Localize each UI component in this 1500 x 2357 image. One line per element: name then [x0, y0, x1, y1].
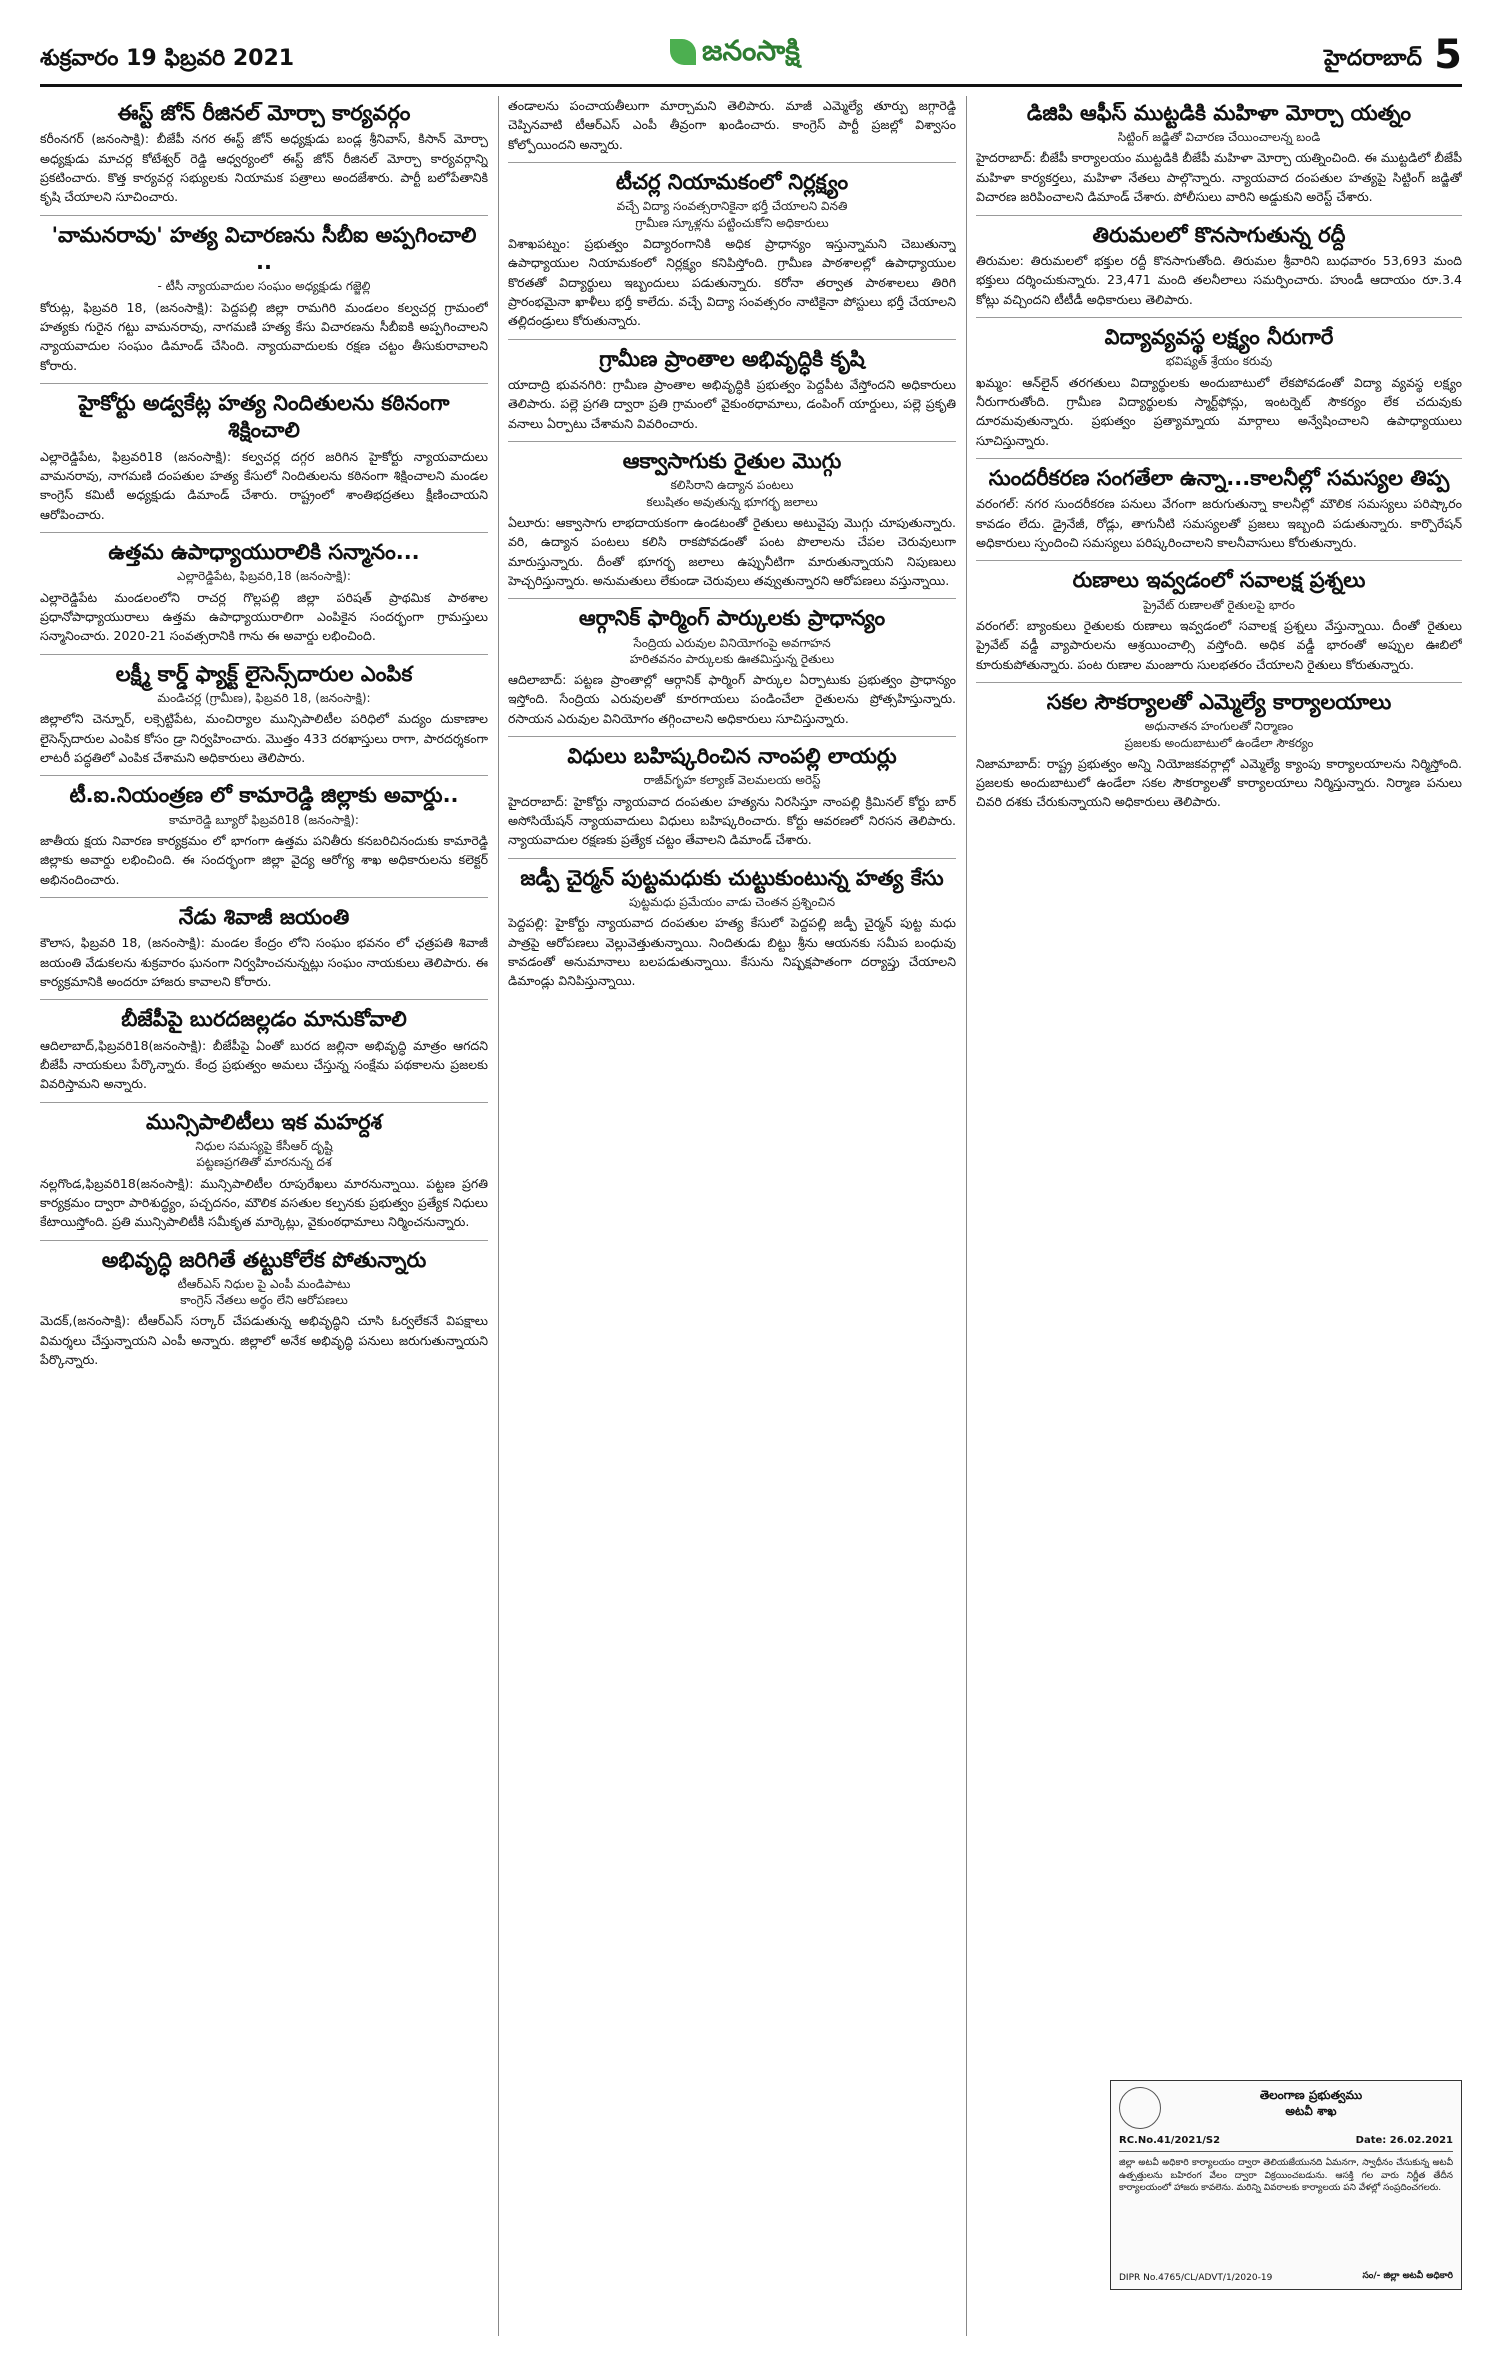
story-body: వరంగల్: నగర సుందరీకరణ పనులు వేగంగా జరుగుతున్నా కాలనీల్లో మౌలిక సమస్యలు పరిష్కారం కావడం లేదు. డ్రైనేజీ, రోడ్లు, తాగునీటి సమస్యలతో ప్రజలు ఇబ్బంది పడుతున్నారు. కార్పొరేషన్ అధికారులు స్పందించి సమస్యలు పరిష్కరించాలని కాలనీవాసులు కోరుతున్నారు. — [976, 496, 1462, 551]
story-headline: విధులు బహిష్కరించిన నాంపల్లి లాయర్లు — [567, 744, 897, 769]
government-notice — [1110, 2080, 1462, 2290]
story-separator — [40, 532, 488, 533]
news-story — [40, 539, 488, 646]
story-subhead: ప్రైవేట్ రుణాలతో రైతులపై భారం — [1143, 597, 1295, 612]
story-subhead: కలిసిరాని ఉద్యాన పంటలు కలుషితం అవుతున్న భూగర్భ జలాలు — [646, 478, 818, 509]
story-subhead: సిట్టింగ్ జడ్జితో విచారణ చేయించాలన్న బండి — [1117, 130, 1321, 145]
story-headline: రుణాలు ఇవ్వడంలో సవాలక్ష ప్రశ్నలు — [1072, 568, 1366, 593]
news-story — [508, 865, 956, 991]
story-headline: బీజేపీపై బురదజల్లడం మానుకోవాలి — [121, 1007, 407, 1032]
column-left — [40, 96, 488, 2061]
story-body: వరంగల్: బ్యాంకులు రైతులకు రుణాలు ఇవ్వడంలో సవాలక్ష ప్రశ్నలు వేస్తున్నాయి. దీంతో రైతులు ప్రైవేట్ వడ్డీ వ్యాపారులను ఆశ్రయించాల్సి వస్తోంది. అధిక వడ్డీ భారంతో అప్పుల ఊబిలో కూరుకుపోతున్నారు. పంట రుణాల మంజూరు సులభతరం చేయాలని రైతులు కోరుతున్నారు. — [976, 617, 1462, 672]
story-body: ఆదిలాబాద్,ఫిబ్రవరి18(జనంసాక్షి): బీజేపీపై ఏంతో బురద జల్లినా అభివృద్ధి మాత్రం ఆగదని బీజేపీ నాయకులు పేర్కొన్నారు. కేంద్ర ప్రభుత్వం అమలు చేస్తున్న సంక్షేమ పథకాలను ప్రజలకు వివరిస్తామని అన్నారు. — [40, 1037, 488, 1092]
header-rule — [40, 84, 1462, 87]
story-separator — [40, 215, 488, 216]
story-headline: మున్సిపాలిటీలు ఇక మహర్దశ — [145, 1109, 383, 1134]
story-separator — [40, 999, 488, 1000]
story-body: ఎల్లారెడ్డిపేట, ఫిబ్రవరి18 (జనంసాక్షి): కల్వచర్ల దగ్గర జరిగిన హైకోర్టు న్యాయవాదులు వామనరావు, నాగమణి దంపతుల హత్య కేసులో నిందితులను కఠినంగా శిక్షించాలని మండల కాంగ్రెస్ కమిటీ అధ్యక్షుడు డిమాండ్ చేశారు. రాష్ట్రంలో శాంతిభద్రతలు క్షీణించాయని ఆరోపించారు. — [40, 448, 488, 522]
story-subhead: - టీసీ న్యాయవాదుల సంఘం అధ్యక్షుడు గజ్జెల్లి — [157, 279, 371, 294]
news-story — [40, 1247, 488, 1370]
story-headline: ఆర్గానిక్ ఫార్మింగ్ పార్కులకు ప్రాధాన్యం — [578, 606, 886, 631]
story-headline: నేడు శివాజీ జయంతి — [178, 905, 350, 929]
news-story — [40, 1109, 488, 1232]
story-headline: తిరుమలలో కొనసాగుతున్న రద్దీ — [1092, 222, 1346, 247]
story-subhead: మండిచర్ల (గ్రామీణ), ఫిబ్రవరి 18, (జనంసాక్షి): — [157, 691, 371, 706]
story-separator — [508, 736, 956, 737]
news-story — [40, 661, 488, 768]
newspaper-logo — [670, 34, 800, 74]
story-headline: జడ్పీ చైర్మన్ పుట్టమధుకు చుట్టుకుంటున్న హత్య కేసు — [520, 865, 944, 890]
column-divider — [498, 96, 499, 2336]
news-story — [40, 390, 488, 524]
story-body: విశాఖపట్నం: ప్రభుత్వం విద్యారంగానికి అధిక ప్రాధాన్యం ఇస్తున్నామని చెబుతున్నా ఉపాధ్యాయుల నియామకంలో నిర్లక్ష్యం కనిపిస్తోంది. గ్రామీణ పాఠశాలల్లో ఉపాధ్యాయుల కొరతతో విద్యార్థులు ఇబ్బందులు పడుతున్నారు. కరోనా తర్వాత పాఠశాలలు తిరిగి ప్రారంభమైనా ఖాళీలు భర్తీ కాలేదు. వచ్చే విద్యా సంవత్సరం నాటికైనా పోస్టులు భర్తీ చేయాలని తల్లిదండ్రులు కోరుతున్నారు. — [508, 235, 956, 329]
story-headline: హైకోర్టు అడ్వకేట్ల హత్య నిందితులను కఠినంగా శిక్షించాలి — [78, 391, 450, 443]
story-separator — [508, 598, 956, 599]
story-subhead: టీఆర్ఎస్ నిధుల పై ఎంపీ మండిపాటు కాంగ్రెస్ నేతలు అర్థం లేని ఆరోపణలు — [177, 1276, 351, 1308]
story-body: జాతీయ క్షయ నివారణ కార్యక్రమం లో భాగంగా ఉత్తమ పనితీరు కనబరిచినందుకు కామారెడ్డి జిల్లాకు అవార్డు లభించింది. ఈ సందర్భంగా జిల్లా వైద్య ఆరోగ్య శాఖ అధికారులను కలెక్టర్ అభినందించారు. — [40, 832, 488, 887]
story-subhead: పుట్టమధు ప్రమేయం వాడు చెంతన ప్రశ్నించిన — [628, 894, 836, 909]
news-story — [508, 743, 956, 850]
story-separator — [976, 215, 1462, 216]
story-body: హైదరాబాద్: హైకోర్టు న్యాయవాద దంపతుల హత్యను నిరసిస్తూ నాంపల్లి క్రిమినల్ కోర్టు బార్ అసోసియేషన్ న్యాయవాదులు విధులు బహిష్కరించారు. కోర్టు ఆవరణలో నిరసన తెలిపారు. న్యాయవాదుల రక్షణకు ప్రత్యేక చట్టం తేవాలని డిమాండ్ చేశారు. — [508, 793, 956, 848]
story-headline: సకల సౌకర్యాలతో ఎమ్మెల్యే కార్యాలయాలు — [1046, 690, 1392, 715]
story-subhead: భవిష్యత్ శ్రేయం కరువు — [1165, 354, 1273, 369]
story-body: యాదాద్రి భువనగిరి: గ్రామీణ ప్రాంతాల అభివృద్ధికి ప్రభుత్వం పెద్దపీట వేస్తోందని అధికారులు తెలిపారు. పల్లె ప్రగతి ద్వారా ప్రతి గ్రామంలో వైకుంఠధామాలు, డంపింగ్ యార్డులు, పల్లె ప్రకృతి వనాలు ఏర్పాటు చేశామని వివరించారు. — [508, 376, 956, 431]
logo-text: జనంసాక్షి — [702, 34, 800, 67]
news-story — [508, 346, 956, 433]
column-right — [976, 96, 1462, 2011]
news-story — [40, 904, 488, 991]
column-divider — [966, 96, 967, 2336]
story-separator — [976, 317, 1462, 318]
news-story — [976, 222, 1462, 309]
notice-body: జిల్లా అటవీ అధికారి కార్యాలయం ద్వారా తెలియజేయునది ఏమనగా, స్వాధీనం చేసుకున్న అటవీ ఉత్పత్తులను బహిరంగ వేలం ద్వారా విక్రయించబడును. ఆసక్తి గల వారు నిర్ణీత తేదీన కార్యాలయంలో హాజరు కావలెను. మరిన్ని వివరాలకు కార్యాలయ పని వేళల్లో సంప్రదించగలరు. — [1119, 2158, 1453, 2194]
news-story — [40, 100, 488, 207]
column-middle — [508, 96, 956, 2336]
story-body: ఖమ్మం: ఆన్‌లైన్ తరగతులు విద్యార్థులకు అందుబాటులో లేకపోవడంతో విద్యా వ్యవస్థ లక్ష్యం నీరుగారుతోంది. గ్రామీణ విద్యార్థులకు స్మార్ట్‌ఫోన్లు, ఇంటర్నెట్ సౌకర్యం లేక చదువుకు దూరమవుతున్నారు. ప్రభుత్వం ప్రత్యామ్నాయ మార్గాలు అన్వేషించాలని ఉపాధ్యాయులు సూచిస్తున్నారు. — [976, 374, 1462, 448]
story-separator — [40, 897, 488, 898]
story-separator — [508, 162, 956, 163]
story-body: మెదక్,(జనంసాక్షి): టీఆర్ఎస్ సర్కార్ చేపడుతున్న అభివృద్ధిని చూసి ఓర్వలేకనే విపక్షాలు విమర్శలు చేస్తున్నాయని ఎంపీ అన్నారు. జిల్లాలో అనేక అభివృద్ధి పనులు జరుగుతున్నాయని పేర్కొన్నారు. — [40, 1313, 488, 1368]
story-body: జిల్లాలోని చెన్నూర్, లక్సెట్టిపేట, మంచిర్యాల మున్సిపాలిటీల పరిధిలో మద్యం దుకాణాల లైసెన్స్‌దారుల ఎంపిక కోసం డ్రా నిర్వహించారు. మొత్తం 433 దరఖాస్తులు రాగా, పారదర్శకంగా లాటరీ పద్ధతిలో ఎంపిక చేశామని అధికారులు తెలిపారు. — [40, 711, 488, 766]
edition-city: హైదరాబాద్ — [1324, 46, 1422, 71]
notice-divider — [1119, 2151, 1453, 2152]
story-separator — [40, 383, 488, 384]
story-headline: గ్రామీణ ప్రాంతాల అభివృద్ధికి కృషి — [599, 346, 865, 371]
news-story — [40, 782, 488, 889]
story-headline: ఆక్వాసాగుకు రైతుల మొగ్గు — [622, 449, 842, 474]
story-body: కోరుట్ల, ఫిబ్రవరి 18, (జనంసాక్షి): పెద్దపల్లి జిల్లా రామగిరి మండలం కల్వచర్ల గ్రామంలో హత్యకు గురైన గట్టు వామనరావు, నాగమణి హత్య కేసు విచారణను సీబీఐకి అప్పగించాలని న్యాయవాదుల సంఘం డిమాండ్ చేసింది. న్యాయవాదులకు రక్షణ చట్టం తీసుకురావాలని కోరారు. — [40, 299, 488, 373]
story-separator — [976, 458, 1462, 459]
story-headline: డిజిపి ఆఫీస్ ముట్టడికి మహిళా మోర్చా యత్నం — [1026, 101, 1412, 125]
news-story — [508, 169, 956, 331]
government-emblem-icon — [1119, 2087, 1161, 2129]
story-headline: అభివృద్ధి జరిగితే తట్టుకోలేక పోతున్నారు — [101, 1247, 427, 1272]
notice-title: తెలంగాణ ప్రభుత్వము అటవీ శాఖ — [1259, 2088, 1363, 2119]
story-headline: టీచర్ల నియామకంలో నిర్లక్ష్యం — [615, 170, 849, 195]
news-story — [976, 567, 1462, 674]
news-story — [508, 96, 956, 154]
notice-date: Date: 26.02.2021 — [1355, 2135, 1453, 2146]
page-number: 5 — [1434, 32, 1462, 78]
story-headline: టీ.ఐ.నియంత్రణ లో కామారెడ్డి జిల్లాకు అవార్డు.. — [69, 783, 459, 808]
story-headline: 'వామనరావు' హత్య విచారణను సీబీఐ అప్పగించాలి .. — [51, 222, 477, 275]
notice-rc-number: RC.No.41/2021/S2 — [1119, 2135, 1221, 2146]
news-story — [40, 222, 488, 375]
story-headline: ఈస్ట్ జోన్ రీజినల్ మోర్చా కార్యవర్గం — [117, 101, 411, 125]
story-headline: ఉత్తమ ఉపాధ్యాయురాలికి సన్మానం... — [108, 540, 420, 565]
story-separator — [40, 1240, 488, 1241]
story-separator — [40, 1102, 488, 1103]
story-body: ఎల్లారెడ్డిపేట మండలంలోని రాచర్ల గొల్లపల్లి జిల్లా పరిషత్ ప్రాథమిక పాఠశాల ప్రధానోపాధ్యాయురాలు ఉత్తమ ఉపాధ్యాయురాలిగా ఎంపికైన సందర్భంగా గ్రామస్తులు సన్మానించారు. 2020-21 సంవత్సరానికి గాను ఈ అవార్డు లభించింది. — [40, 589, 488, 644]
story-body: ఏలూరు: ఆక్వాసాగు లాభదాయకంగా ఉండటంతో రైతులు అటువైపు మొగ్గు చూపుతున్నారు. వరి, ఉద్యాన పంటలు కలిసి రాకపోవడంతో పంట పొలాలను చేపల చెరువులుగా మారుస్తున్నారు. దీంతో భూగర్భ జలాలు ఉప్పునీటిగా మారుతున్నాయని నిపుణులు హెచ్చరిస్తున్నారు. అనుమతులు లేకుండా చెరువులు తవ్వుతున్నారని ఆరోపణలు వస్తున్నాయి. — [508, 514, 956, 588]
notice-signature: సం/- జిల్లా అటవీ అధికారి — [1362, 2271, 1453, 2281]
story-subhead: వచ్చే విద్యా సంవత్సరానికైనా భర్తీ చేయాలని వినతి గ్రామీణ స్కూళ్లను పట్టించుకోని అధికారులు — [616, 199, 848, 230]
leaf-icon — [670, 39, 696, 65]
masthead — [40, 28, 1462, 80]
news-story — [976, 465, 1462, 552]
story-headline: విద్యావ్యవస్థ లక్ష్యం నీరుగారే — [1104, 325, 1334, 350]
story-subhead: కామారెడ్డి బ్యూరో ఫిబ్రవరి18 (జనంసాక్షి): — [169, 812, 359, 827]
story-body: కరీంనగర్ (జనంసాక్షి): బీజేపీ నగర ఈస్ట్ జోన్ అధ్యక్షుడు బండ్ల శ్రీనివాస్, కిసాన్ మోర్చా అధ్యక్షుడు మాచర్ల కోటేశ్వర్ రెడ్డి ఆధ్వర్యంలో ఈస్ట్ జోన్ రీజినల్ మోర్చా కార్యవర్గాన్ని ప్రకటించారు. కొత్త కార్యవర్గ సభ్యులకు నియామక పత్రాలు అందజేశారు. పార్టీ బలోపేతానికి కృషి చేయాలని సూచించారు. — [40, 131, 488, 205]
news-story — [976, 324, 1462, 450]
story-body: తండాలను పంచాయతీలుగా మార్చామని తెలిపారు. మాజీ ఎమ్మెల్యే తూర్పు జగ్గారెడ్డి చెప్పినవాటి టీఆర్ఎస్ ఎంపీ తీవ్రంగా ఖండించారు. కాంగ్రెస్ పార్టీ ప్రజల్లో విశ్వాసం కోల్పోయిందని అన్నారు. — [508, 98, 956, 152]
story-body: పెద్దపల్లి: హైకోర్టు న్యాయవాద దంపతుల హత్య కేసులో పెద్దపల్లి జడ్పీ చైర్మన్ పుట్ట మధు పాత్రపై ఆరోపణలు వెల్లువెత్తుతున్నాయి. నిందితుడు బిట్టు శ్రీను ఆయనకు సమీప బంధువు కావడంతో అనుమానాలు బలపడుతున్నాయి. కేసును నిష్పక్షపాతంగా దర్యాప్తు చేయాలని డిమాండ్లు వినిపిస్తున్నాయి. — [508, 915, 956, 989]
news-story — [976, 689, 1462, 812]
story-subhead: రాజీవ్‌గృహ కల్యాణ్ వెలమలయ అరెస్ట్ — [643, 773, 821, 788]
story-separator — [40, 775, 488, 776]
news-story — [40, 1006, 488, 1093]
story-subhead: అధునాతన హంగులతో నిర్మాణం ప్రజలకు అందుబాటులో ఉండేలా సౌకర్యం — [1124, 719, 1314, 750]
story-body: నల్లగొండ,ఫిబ్రవరి18(జనంసాక్షి): మున్సిపాలిటీల రూపురేఖలు మారనున్నాయి. పట్టణ ప్రగతి కార్యక్రమం ద్వారా పారిశుద్ధ్యం, పచ్చదనం, మౌలిక వసతుల కల్పనకు ప్రభుత్వం ప్రత్యేక నిధులు కేటాయిస్తోంది. ప్రతి మున్సిపాలిటీకి సమీకృత మార్కెట్లు, వైకుంఠధామాలు నిర్మించనున్నారు. — [40, 1175, 488, 1230]
story-body: నిజామాబాద్: రాష్ట్ర ప్రభుత్వం అన్ని నియోజకవర్గాల్లో ఎమ్మెల్యే క్యాంపు కార్యాలయాలను నిర్మిస్తోంది. ప్రజలకు అందుబాటులో ఉండేలా సకల సౌకర్యాలతో కార్యాలయాలు నిర్మిస్తున్నారు. నిర్మాణ పనులు చివరి దశకు చేరుకున్నాయని అధికారులు తెలిపారు. — [976, 755, 1462, 810]
story-separator — [508, 441, 956, 442]
issue-date: శుక్రవారం 19 ఫిబ్రవరి 2021 — [40, 46, 295, 71]
story-body: కౌలాస, ఫిబ్రవరి 18, (జనంసాక్షి): మండల కేంద్రం లోని సంఘం భవనం లో ఛత్రపతి శివాజీ జయంతి వేడుకలను శుక్రవారం ఘనంగా నిర్వహించనున్నట్లు సంఘం నాయకులు తెలిపారు. ఈ కార్యక్రమానికి అందరూ హాజరు కావాలని కోరారు. — [40, 935, 488, 990]
story-separator — [40, 654, 488, 655]
story-body: హైదరాబాద్: బీజేపీ కార్యాలయం ముట్టడికి బీజేపీ మహిళా మోర్చా యత్నించింది. ఈ ముట్టడిలో బీజేపీ మహిళా కార్యకర్తలు, మహిళా నేతలు పాల్గొన్నారు. న్యాయవాద దంపతుల హత్యపై సిట్టింగ్ జడ్జితో విచారణ జరిపించాలని డిమాండ్ చేశారు. పోలీసులు వారిని అడ్డుకుని అరెస్ట్ చేశారు. — [976, 150, 1462, 205]
story-subhead: సేంద్రియ ఎరువుల వినియోగంపై అవగాహన హరితవనం పార్కులకు ఊతమిస్తున్న రైతులు — [629, 635, 835, 666]
story-separator — [976, 560, 1462, 561]
story-separator — [508, 858, 956, 859]
news-story — [508, 448, 956, 590]
story-subhead: నిధుల సమస్యపై కేసీఆర్ దృష్టి పట్టణప్రగతితో మారనున్న దశ — [195, 1139, 333, 1170]
story-headline: లక్ష్మీ కార్డ్ ఫ్యాక్ట్ లైసెన్స్‌దారుల ఎంపిక — [115, 661, 413, 686]
story-separator — [976, 682, 1462, 683]
news-story — [508, 605, 956, 728]
story-body: తిరుమల: తిరుమలలో భక్తుల రద్దీ కొనసాగుతోంది. తిరుమల శ్రీవారిని బుధవారం 53,693 మంది భక్తులు దర్శించుకున్నారు. 23,471 మంది తలనీలాలు సమర్పించారు. హుండీ ఆదాయం రూ.3.4 కోట్లు వచ్చిందని టీటీడీ అధికారులు తెలిపారు. — [976, 252, 1462, 307]
story-subhead: ఎల్లారెడ్డిపేట, ఫిబ్రవరి,18 (జనంసాక్షి): — [177, 569, 351, 584]
story-separator — [508, 339, 956, 340]
story-headline: సుందరీకరణ సంగతేలా ఉన్నా...కాలనీల్లో సమస్యల తిప్ప — [988, 466, 1450, 491]
story-body: ఆదిలాబాద్: పట్టణ ప్రాంతాల్లో ఆర్గానిక్ ఫార్మింగ్ పార్కుల ఏర్పాటుకు ప్రభుత్వం ప్రాధాన్యం ఇస్తోంది. సేంద్రియ ఎరువులతో కూరగాయలు పండించేలా రైతులను ప్రోత్సహిస్తున్నారు. రసాయన ఎరువుల వినియోగం తగ్గించాలని అధికారులు సూచిస్తున్నారు. — [508, 671, 956, 726]
notice-dipr-number: DIPR No.4765/CL/ADVT/1/2020-19 — [1119, 2273, 1273, 2283]
news-story — [976, 100, 1462, 207]
